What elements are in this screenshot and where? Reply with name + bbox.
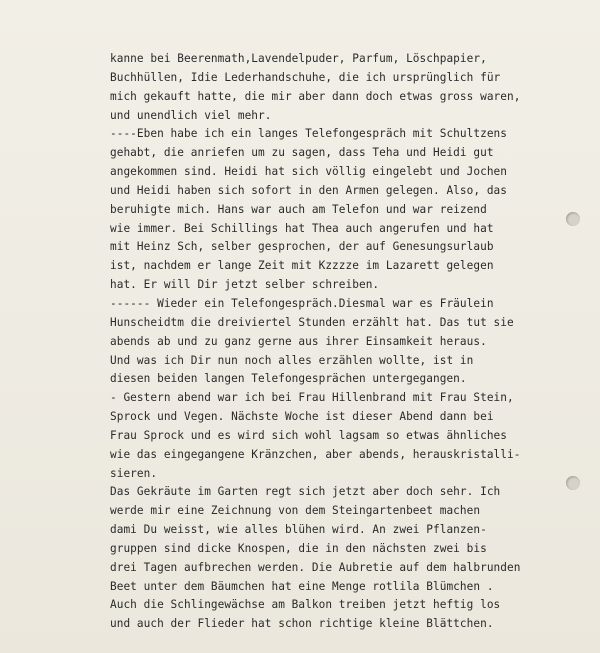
text-line: Und was ich Dir nun noch alles erzählen wollte, ist in (110, 353, 474, 367)
text-line: mit Heinz Sch, selber gesprochen, der auf Genesungsurlaub (110, 240, 494, 254)
text-line: und Heidi haben sich sofort in den Armen gelegen. Also, das (110, 183, 508, 197)
text-line: kanne bei Beerenmath,Lavendelpuder, Parfum, Löschpapier, (110, 52, 487, 65)
text-line: - Gestern abend war ich bei Frau Hillenbrand mit Frau Stein, (110, 391, 514, 405)
text-line: hat. Er will Dir jetzt selber schreiben. (110, 278, 380, 292)
text-line: wie das eingegangene Kränzchen, aber abends, herauskristalli- (110, 447, 521, 461)
text-line: mich gekauft hatte, die mir aber dann doch etwas gross waren, (110, 89, 521, 103)
text-line: Beet unter dem Bäumchen hat eine Menge rotlila Blümchen . (110, 579, 494, 593)
text-line: werde mir eine Zeichnung von dem Steingartenbeet machen (110, 504, 481, 518)
text-line: Hunscheidtm die dreiviertel Stunden erzählt hat. Das tut sie (110, 315, 514, 329)
text-line: gruppen sind dicke Knospen, die in den nächsten zwei bis (110, 541, 487, 555)
text-line: Auch die Schlingewächse am Balkon treiben jetzt heftig los (110, 598, 501, 612)
text-line: Sprock und Vegen. Nächste Woche ist dieser Abend dann bei (110, 410, 494, 424)
text-line: und unendlich viel mehr. (110, 108, 272, 122)
text-line: ----Eben habe ich ein langes Telefongespräch mit Schultzens (110, 127, 508, 141)
text-line: sieren. (110, 466, 158, 480)
text-line: beruhigte mich. Hans war auch am Telefon und war reizend (110, 202, 487, 216)
text-line: Frau Sprock und es wird sich wohl lagsam so etwas ähnliches (110, 428, 508, 442)
typewritten-letter-body (110, 50, 580, 634)
text-line: Das Gekräute im Garten regt sich jetzt aber doch sehr. Ich (110, 485, 501, 499)
text-line: angekommen sind. Heidi hat sich völlig eingelebt und Jochen (110, 165, 508, 179)
text-line: ist, nachdem er lange Zeit mit Kzzzze im Lazarett gelegen (110, 259, 494, 273)
text-line: Buchhüllen, Idie Lederhandschuhe, die ich ursprünglich für (110, 70, 501, 84)
text-line: und auch der Flieder hat schon richtige kleine Blättchen. (110, 617, 494, 631)
text-line: diesen beiden langen Telefongesprächen untergegangen. (110, 372, 467, 386)
text-line: abends ab und zu ganz gerne aus ihrer Einsamkeit heraus. (110, 334, 487, 348)
text-line: drei Tagen aufbrechen werden. Die Aubretie auf dem halbrunden (110, 560, 521, 574)
text-line: wie immer. Bei Schillings hat Thea auch angerufen und hat (110, 221, 494, 235)
text-line: dami Du weisst, wie alles blühen wird. An zwei Pflanzen- (110, 523, 487, 537)
text-line: ------ Wieder ein Telefongespräch.Diesmal war es Fräulein (110, 296, 494, 310)
text-line: gehabt, die anriefen um zu sagen, dass Teha und Heidi gut (110, 146, 494, 160)
